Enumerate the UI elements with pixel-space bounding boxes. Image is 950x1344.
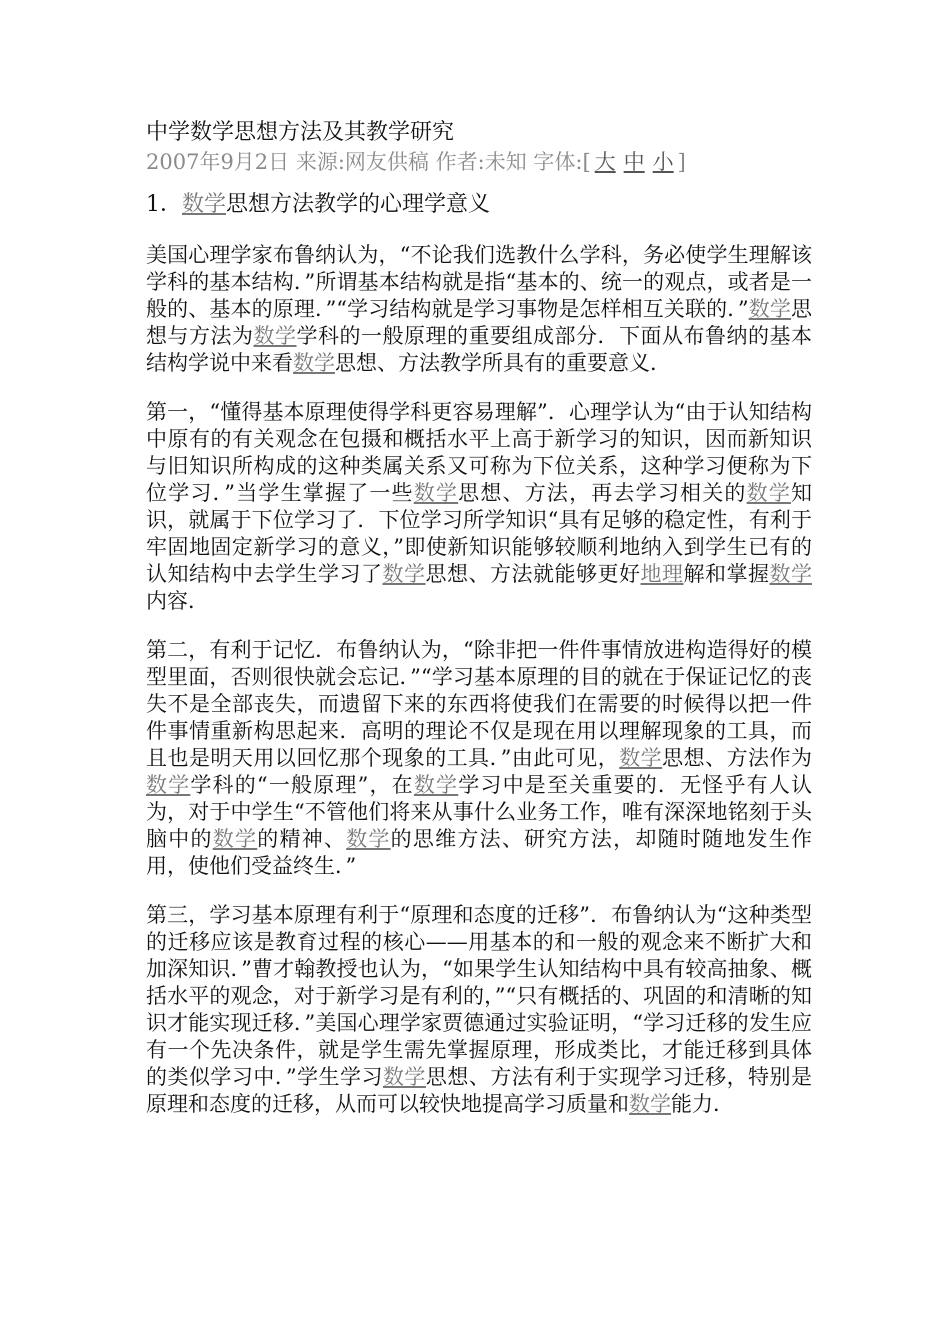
font-size-label: 字体: bbox=[533, 150, 583, 174]
section-heading bbox=[146, 190, 812, 220]
paragraph-text: 第二，有利于记忆．布鲁纳认为，“除非把一件件事情放进构造得好的模型里面，否则很快就会忘记．”“学习基本原理的目的就在于保证记忆的丧失不是全部丧失，而遗留下来的东西将使我们在需要的时候得以把一件件事情重新构思起来．高明的理论不仅是现在用以理解现象的工具，而且也是明天用以回忆那个现象的工具．”由此可见， bbox=[146, 638, 812, 770]
section-heading-text: 思想方法教学的心理学意义 bbox=[226, 192, 491, 217]
paragraph-text: 思想、方法教学所具有的重要意义． bbox=[335, 351, 671, 375]
section-number: 1． bbox=[146, 192, 182, 217]
font-size-bracket-open: [ bbox=[582, 150, 591, 174]
keyword-link[interactable]: 数学 bbox=[629, 1092, 671, 1116]
paragraph-text: 学习中是至关重要的．无怪乎有人认为，对于中学生“不管他们将来从事什么业务工作，唯有深深地铭刻于头脑中的 bbox=[146, 773, 813, 851]
article-body bbox=[146, 242, 812, 1118]
paragraph-text: 的思维方法、研究方法，却随时随地发生作用，使他们受益终生．” bbox=[146, 827, 813, 878]
keyword-link[interactable]: 数学 bbox=[382, 562, 426, 586]
paragraph-text: 第三，学习基本原理有利于“原理和态度的迁移”．布鲁纳认为“这种类型的迁移应该是教育过程的核心——用基本的和一般的观念来不断扩大和加深知识．”曹才翰教授也认为，“如果学生认知结构中具有较高抽象、概括水平的观念，对于新学习是有利的，”“只有概括的、巩固的和清晰的知识才能实现迁移．”美国心理学家贾德通过实验证明，“学习迁移的发生应有一个先决条件，就是学生需先掌握原理，形成类比，才能迁移到具体的类似学习中．”学生学习 bbox=[146, 903, 812, 1089]
paragraph-text: 内容． bbox=[146, 589, 209, 613]
paragraph-text: 解和掌握 bbox=[683, 562, 770, 586]
paragraph-text: 思想、方法就能够更好 bbox=[425, 562, 641, 586]
paragraph-text: 学科的一般原理的重要组成部分．下面从布鲁纳的基本结构学说中来看 bbox=[146, 324, 812, 375]
paragraph-text: 思想、方法，再去学习相关的 bbox=[458, 481, 747, 505]
keyword-link[interactable]: 数学 bbox=[413, 481, 459, 505]
paragraph-text: 学科的“一般原理”，在 bbox=[190, 773, 414, 797]
body-paragraph bbox=[146, 637, 812, 880]
paragraph-text: 思想、方法作为 bbox=[662, 746, 813, 770]
keyword-link[interactable]: 地理 bbox=[640, 562, 684, 586]
keyword-link[interactable]: 数学 bbox=[253, 324, 297, 348]
article-meta bbox=[146, 148, 812, 176]
keyword-link[interactable]: 数学 bbox=[212, 827, 258, 851]
paragraph-text: 美国心理学家布鲁纳认为，“不论我们选教什么学科，务必使学生理解该学科的基本结构．”所谓基本结构就是指“基本的、统一的观点，或者是一般的、基本的原理．”“学习结构就是学习事物是怎样相互关联的．” bbox=[146, 243, 812, 321]
keyword-link[interactable]: 数学 bbox=[346, 827, 391, 851]
keyword-link[interactable]: 数学 bbox=[769, 562, 812, 586]
article-title: 中学数学思想方法及其教学研究 bbox=[146, 120, 455, 145]
article bbox=[146, 118, 812, 1118]
paragraph-text: 思想与方法为 bbox=[146, 297, 812, 348]
keyword-link[interactable]: 数学 bbox=[746, 481, 792, 505]
keyword-link[interactable]: 数学 bbox=[619, 746, 663, 770]
font-size-large-link[interactable]: 大 bbox=[594, 150, 616, 174]
paragraph-text: 思想、方法有利于实现学习迁移，特别是原理和态度的迁移，从而可以较快地提高学习质量和 bbox=[146, 1065, 812, 1116]
keyword-link[interactable]: 数学 bbox=[293, 351, 335, 375]
keyword-link[interactable]: 数学 bbox=[413, 773, 459, 797]
keyword-link[interactable]: 数学 bbox=[748, 297, 791, 321]
font-size-small-link[interactable]: 小 bbox=[652, 150, 674, 174]
paragraph-text: 能力． bbox=[671, 1092, 734, 1116]
paragraph-text: 的精神、 bbox=[257, 827, 347, 851]
article-source: 来源:网友供稿 bbox=[295, 150, 429, 174]
font-size-bracket-close: ] bbox=[677, 150, 686, 174]
publish-date: 2007年9月2日 bbox=[146, 150, 290, 174]
keyword-link[interactable]: 数学 bbox=[382, 1065, 426, 1089]
keyword-link[interactable]: 数学 bbox=[146, 773, 191, 797]
paragraph-text: 第一，“懂得基本原理使得学科更容易理解”．心理学认为“由于认知结构中原有的有关观念在包摄和概括水平上高于新学习的知识，因而新知识与旧知识所构成的这种类属关系又可称为下位关系，这种学习便称为下位学习．”当学生掌握了一些 bbox=[146, 400, 812, 505]
article-author: 作者:未知 bbox=[435, 150, 527, 174]
paragraph-text: 知识，就属于下位学习了．下位学习所学知识“具有足够的稳定性，有利于牢固地固定新学习的意义，”即使新知识能够较顺利地纳入到学生已有的认知结构中去学生学习了 bbox=[146, 481, 813, 586]
keyword-link[interactable]: 数学 bbox=[182, 192, 227, 217]
body-paragraph bbox=[146, 902, 812, 1118]
body-paragraph bbox=[146, 242, 812, 377]
body-paragraph bbox=[146, 399, 812, 615]
font-size-medium-link[interactable]: 中 bbox=[623, 150, 645, 174]
